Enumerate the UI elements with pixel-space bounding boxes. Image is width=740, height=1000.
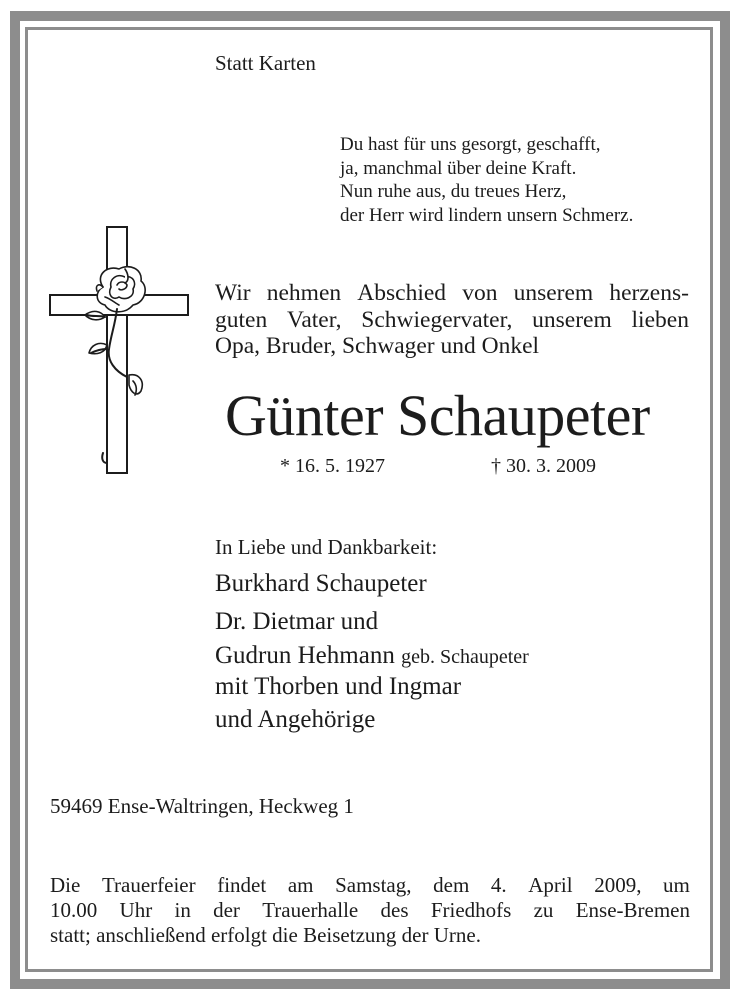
word: unserem: [532, 306, 612, 333]
word: herzens-: [609, 280, 689, 306]
poem: [340, 133, 633, 227]
deceased-name: Günter Schaupeter: [225, 383, 650, 448]
word: Schwiegervater,: [361, 306, 513, 333]
word: statt; anschließend erfolgt die Beisetzung der Urne.: [50, 923, 481, 947]
word: um: [663, 873, 690, 897]
death-date: † 30. 3. 2009: [491, 455, 596, 477]
word: Ense-Bremen: [575, 898, 690, 922]
word: zu: [533, 898, 554, 922]
word: nehmen: [266, 280, 342, 306]
birth-date: * 16. 5. 1927: [280, 455, 385, 477]
word: Friedhofs: [430, 898, 512, 922]
word: findet: [217, 873, 267, 897]
service-line: [50, 898, 690, 923]
mourner-line: und Angehörige: [215, 706, 376, 733]
word: 4.: [490, 873, 507, 897]
word: 10.00: [50, 898, 98, 922]
maiden-name-note: geb. Schaupeter: [401, 646, 529, 668]
mourner-line: Dr. Dietmar und: [215, 608, 379, 635]
word: Samstag,: [335, 873, 412, 897]
farewell-text: [215, 280, 689, 360]
mourner-line: Burkhard Schaupeter: [215, 570, 427, 597]
word: des: [380, 898, 409, 922]
mourner-name: Gudrun Hehmann: [215, 642, 395, 669]
word: Trauerhalle: [262, 898, 359, 922]
word: Vater,: [286, 306, 342, 333]
word: unserem: [513, 280, 594, 306]
word: Die: [50, 873, 81, 897]
poem-line: ja, manchmal über deine Kraft.: [340, 157, 577, 179]
word: Wir: [215, 280, 251, 306]
word: am: [287, 873, 314, 897]
word: der: [213, 898, 240, 922]
farewell-line: [215, 333, 689, 360]
poem-line: Nun ruhe aus, du treues Herz,: [340, 181, 567, 202]
cross-with-rose-icon: [45, 225, 193, 475]
word: Abschied: [357, 280, 447, 306]
service-line: [50, 873, 690, 898]
word: 2009,: [594, 873, 642, 897]
word: in: [174, 898, 191, 922]
poem-line: der Herr wird lindern unsern Schmerz.: [340, 204, 634, 226]
farewell-line: [215, 280, 689, 307]
poem-line: Du hast für uns gesorgt, geschafft,: [340, 134, 601, 155]
word: guten: [215, 306, 268, 333]
word: Uhr: [119, 898, 153, 922]
service-line: [50, 923, 690, 948]
farewell-line: [215, 307, 689, 334]
address: 59469 Ense-Waltringen, Heckweg 1: [50, 794, 354, 818]
word: lieben: [631, 306, 689, 333]
mourners-heading: In Liebe und Dankbarkeit:: [215, 535, 438, 559]
word: April: [528, 873, 573, 897]
word: dem: [433, 873, 470, 897]
word: Trauerfeier: [101, 873, 196, 897]
mourner-line: [215, 642, 529, 670]
funeral-service-notice: [50, 873, 690, 948]
word: Opa, Bruder, Schwager und Onkel: [215, 333, 540, 359]
word: von: [462, 280, 498, 306]
mourner-line: mit Thorben und Ingmar: [215, 673, 462, 700]
statt-karten-label: Statt Karten: [215, 51, 316, 75]
